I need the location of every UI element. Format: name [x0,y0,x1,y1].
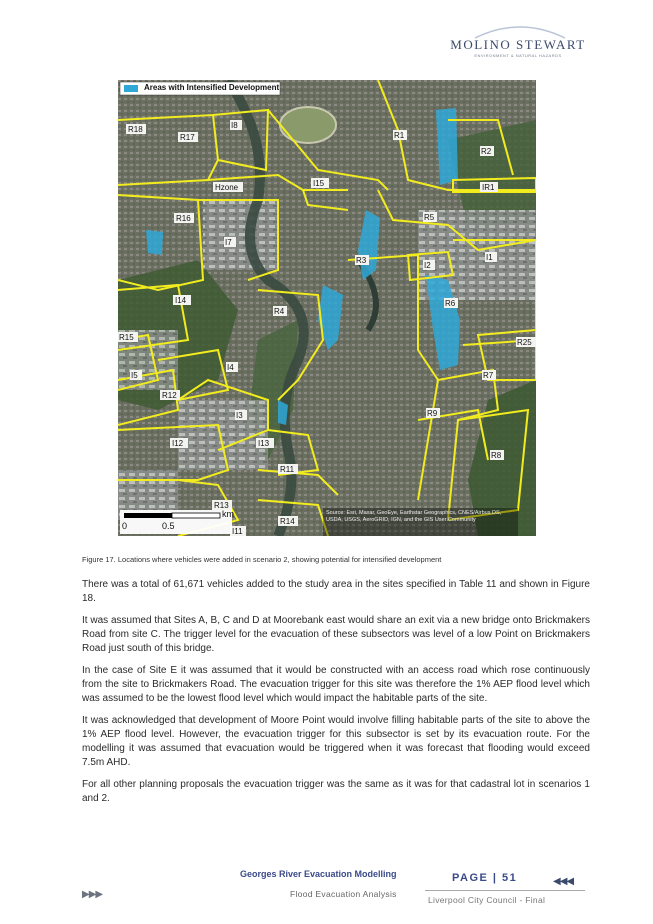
svg-text:R18: R18 [128,125,143,134]
svg-text:R14: R14 [280,517,295,526]
legend-label: Areas with Intensified Development [144,83,280,92]
svg-text:R16: R16 [176,214,191,223]
svg-text:R4: R4 [274,307,285,316]
footer-org: Liverpool City Council - Final [428,895,546,905]
paragraph: For all other planning proposals the evacuation trigger was the same as it was for that cadastral lot in scenarios 1 and 2. [82,779,590,804]
svg-text:I5: I5 [131,371,138,380]
svg-text:I11: I11 [232,527,243,536]
zone-label [423,212,437,222]
svg-text:I7: I7 [225,238,232,247]
zone-label [516,337,536,347]
zone-label [480,182,498,192]
svg-text:I3: I3 [236,411,243,420]
zone-label [230,120,242,130]
arrow-left-icon: ◀◀◀ [553,876,574,887]
figure-caption: Figure 17. Locations where vehicles were added in scenario 2, showing potential for intensified development [82,555,442,564]
logo-name: MOLINO STEWART [450,37,586,52]
paragraph: There was a total of 61,671 vehicles added to the study area in the sites specified in Table 11 and shown in Figure 18. [82,579,590,604]
zone-label [126,124,146,134]
svg-text:I8: I8 [231,121,238,130]
svg-text:R15: R15 [119,333,134,342]
zone-label [444,298,458,308]
zone-label [482,370,496,380]
zone-label [273,306,287,316]
logo-tagline: ENVIRONMENT & NATURAL HAZARDS [474,53,562,58]
paragraph: It was acknowledged that development of Moore Point would involve filling habitable parts of the site to above the 1% AEP flood level. However, the evacuation trigger for this subsector is set by its evacuation route. For the modelling it was assumed that evacuation would be triggered when it was forecast that flooding would exceed 7.5m AHD. [82,715,590,768]
zone-label [393,130,407,140]
zone-label [355,255,369,265]
zone-label [426,408,440,418]
zone-label [174,213,194,223]
svg-text:R9: R9 [427,409,438,418]
zone-label [423,260,435,270]
zone-label [226,362,238,372]
svg-text:I2: I2 [424,261,431,270]
svg-text:R11: R11 [280,465,295,474]
svg-text:R12: R12 [162,391,177,400]
scale-tick-05: 0.5 [162,521,175,531]
zone-label [118,332,138,342]
zone-label [490,450,504,460]
paragraph: It was assumed that Sites A, B, C and D at Moorebank east would share an exit via a new bridge onto Brickmakers Road from site C. The trigger level for the evacuation of these subsectors was level of a low Point on Brickmakers Road just south of this bridge. [82,615,590,654]
zone-label [224,237,236,247]
svg-text:R2: R2 [481,147,492,156]
zone-label [230,526,246,536]
map-figure [118,80,536,536]
svg-text:R13: R13 [214,501,229,510]
svg-text:IR1: IR1 [482,183,495,192]
zone-label [278,464,298,474]
svg-text:R5: R5 [424,213,435,222]
scale-bar [120,510,232,534]
footer-divider [425,890,585,891]
svg-text:I15: I15 [313,179,325,188]
svg-text:R17: R17 [180,133,195,142]
svg-text:R25: R25 [517,338,532,347]
svg-text:I4: I4 [227,363,234,372]
zone-label [170,438,188,448]
zone-label [213,182,243,192]
zone-label [311,178,329,188]
zone-label [173,295,191,305]
footer-title: Georges River Evacuation Modelling [240,869,397,879]
svg-text:Hzone: Hzone [215,183,239,192]
svg-text:I14: I14 [175,296,187,305]
zone-label [235,410,247,420]
svg-text:R7: R7 [483,371,494,380]
svg-text:I12: I12 [172,439,184,448]
svg-text:R8: R8 [491,451,502,460]
svg-text:R3: R3 [356,256,367,265]
svg-text:R1: R1 [394,131,405,140]
map-attribution: Source: Esri, Maxar, GeoEye, Earthstar Geographics, CNES/Airbus DS, USDA, USGS, AeroGRID, IGN, and the GIS User Community [326,510,502,523]
zone-label [178,132,198,142]
page-number: PAGE | 51 [452,872,518,884]
scale-tick-0: 0 [122,521,128,531]
svg-text:I1: I1 [486,253,493,262]
svg-text:I13: I13 [258,439,270,448]
zone-label [485,252,497,262]
zone-label [480,146,494,156]
zone-label [160,390,180,400]
paragraph: In the case of Site E it was assumed that it would be constructed with an access road which rose continuously from the site to Brickmakers Road. The evacuation trigger for this site was therefore the 1% AEP flood level which was assumed to be the lowest flood level which would impact the habitable parts of the site. [82,665,590,704]
footer-subtitle: Flood Evacuation Analysis [290,889,397,899]
zone-label [256,438,274,448]
body-text [82,578,590,814]
zone-label [130,370,142,380]
zone-label [278,516,298,526]
arrow-right-icon: ▶▶▶ [82,889,103,900]
scale-unit: km [222,509,234,519]
svg-text:R6: R6 [445,299,456,308]
